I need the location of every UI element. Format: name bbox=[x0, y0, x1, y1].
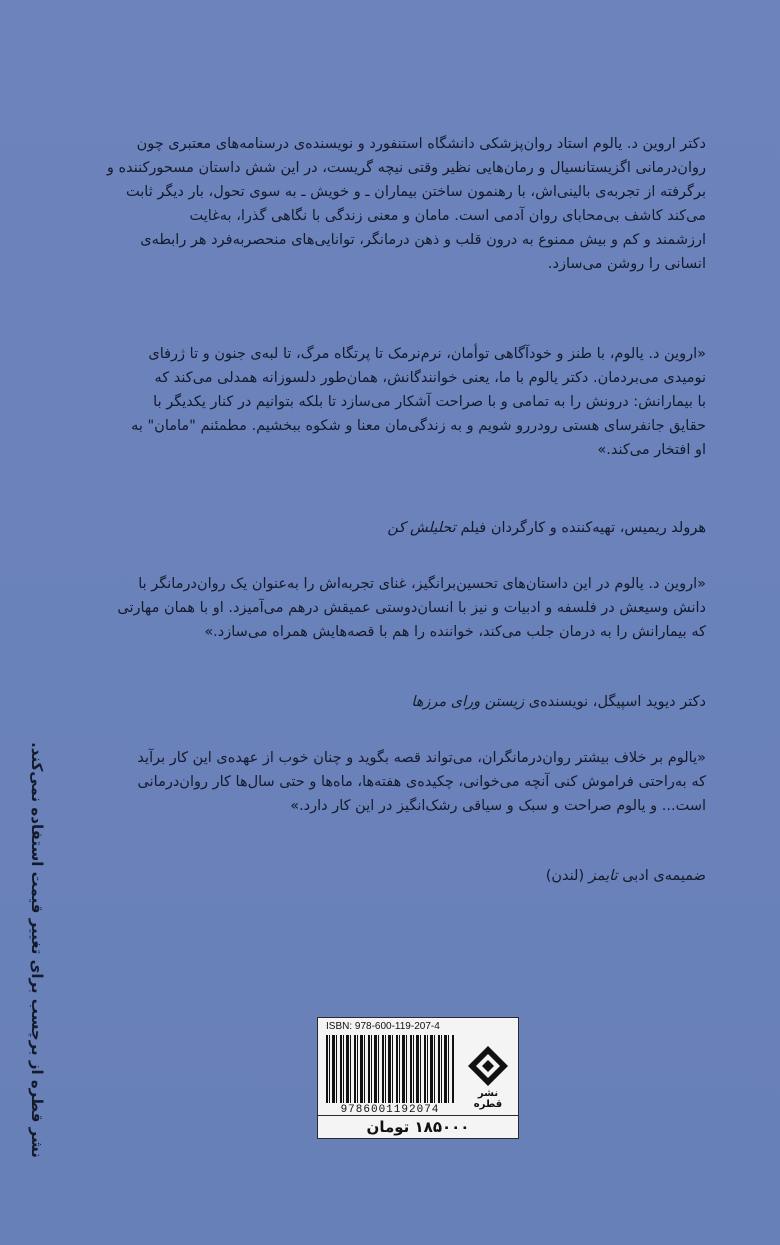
barcode-sticker bbox=[317, 1017, 519, 1139]
price-label-note bbox=[22, 740, 52, 1160]
review-credit-spiegel bbox=[96, 694, 706, 710]
isbn-text: ISBN: 978-600-119-207-4 bbox=[326, 1021, 440, 1032]
price-text: ۱۸۵۰۰۰ تومان bbox=[318, 1115, 518, 1138]
bio-line: انسانی را روشن می‌سازد. bbox=[547, 256, 706, 272]
barcode-bars bbox=[326, 1035, 454, 1103]
bio-line: برگرفته از تجربه‌ی بالینی‌اش، با رهنمون ساختن بیماران ـ و خویش ـ به سوی تحول، بار دیگر ثابت bbox=[126, 184, 706, 200]
side-note-text: نشر قطره از برچسب برای تغییر قیمت استفاده نمی‌کند. bbox=[28, 742, 46, 1158]
review-quote-times bbox=[96, 746, 706, 818]
quote-line: «یالوم بر خلاف بیشتر روان‌درمانگران، می‌تواند قصه بگوید و چنان خوب از عهده‌ی این کار برآید bbox=[137, 750, 706, 766]
quote-line: نومیدی می‌بردمان. دکتر یالوم با ما، یعنی خوانندگانش، همان‌طور دلسوزانه همدلی می‌کند که bbox=[154, 370, 706, 386]
quote-line: که بیمارانش را به درمان جلب می‌کند، خواننده را هم با قصه‌هایش همراه می‌سازد.» bbox=[204, 624, 706, 640]
review-quote-spiegel bbox=[96, 572, 706, 644]
bio-line: ارزشمند و کم و بیش ممنوع به درون قلب و ذهن درمانگر، توانایی‌های منحصربه‌فرد هر رابطه‌ی bbox=[140, 232, 706, 248]
barcode-number: 9786001192074 bbox=[340, 1104, 440, 1116]
bio-line: دکتر اروین د. یالوم استاد روان‌پزشکی دانشگاه استنفورد و نویسنده‌ی درسنامه‌های معتبری چون bbox=[136, 136, 706, 152]
publisher-logo-icon bbox=[464, 1044, 512, 1088]
bio-line: روان‌درمانی اگزیستانسیال و رمان‌هایی نظیر وقتی نیچه گریست، در این شش داستان مسحورکننده و bbox=[106, 160, 706, 176]
quote-line: با بیمارانش: درونش را به تمامی و با صراحت آشکار می‌سازد تا بلکه بتوانیم در کنار یکدیگر با bbox=[153, 394, 706, 410]
bio-line: می‌کند کاشف بی‌محابای روان آدمی است. مامان و معنی زندگی با نگاهی گذرا، به‌غایت bbox=[189, 208, 706, 224]
quote-line: دانش وسیعش در فلسفه و ادبیات و نیز با انسان‌دوستی عمیقش درهم می‌آمیزد. او با همان مهارتی bbox=[117, 600, 706, 616]
publisher-name: نشر قطره bbox=[473, 1088, 503, 1110]
quote-line: «اروین د. یالوم در این داستان‌های تحسین‌برانگیز، غنای تجربه‌اش را به‌عنوان یک روان‌درمانگر با bbox=[138, 576, 706, 592]
quote-line: که به‌راحتی فراموش کنی آنچه می‌خوانی، چکیده‌ی هفته‌ها، ماه‌ها و حتی سال‌ها کار روان‌درمانی bbox=[137, 774, 706, 790]
review-credit-ramis bbox=[96, 520, 706, 536]
review-quote-ramis bbox=[96, 342, 706, 462]
credit-text: ضمیمه‌ی ادبی bbox=[622, 868, 706, 884]
credit-text: هرولد ریمیس، تهیه‌کننده و کارگردان فیلم bbox=[460, 520, 706, 536]
review-credit-times bbox=[96, 868, 706, 884]
quote-line: است... و یالوم صراحت و سبک و سیاقی رشک‌انگیز در این کار دارد.» bbox=[290, 798, 706, 814]
quote-line: او افتخار می‌کند.» bbox=[597, 442, 706, 458]
credit-title: تحلیلش کن bbox=[387, 520, 456, 536]
credit-title: تایمز bbox=[588, 868, 618, 884]
credit-text: دکتر دیوید اسپیگل، نویسنده‌ی bbox=[528, 694, 706, 710]
credit-title: زیستن ورای مرزها bbox=[411, 694, 525, 710]
quote-line: حقایق جانفرسای هستی رودررو شویم و به زندگی‌مان معنا و شکوه ببخشیم. مطمئنم "مامان" به bbox=[131, 418, 706, 434]
quote-line: «اروین د. یالوم، با طنز و خودآگاهی توأمان، نرم‌نرمک تا پرتگاه مرگ، تا لبه‌ی جنون و تا ژرفای bbox=[148, 346, 706, 362]
credit-location: (لندن) bbox=[545, 868, 589, 884]
author-bio bbox=[96, 132, 706, 276]
publisher-logo bbox=[464, 1044, 512, 1108]
